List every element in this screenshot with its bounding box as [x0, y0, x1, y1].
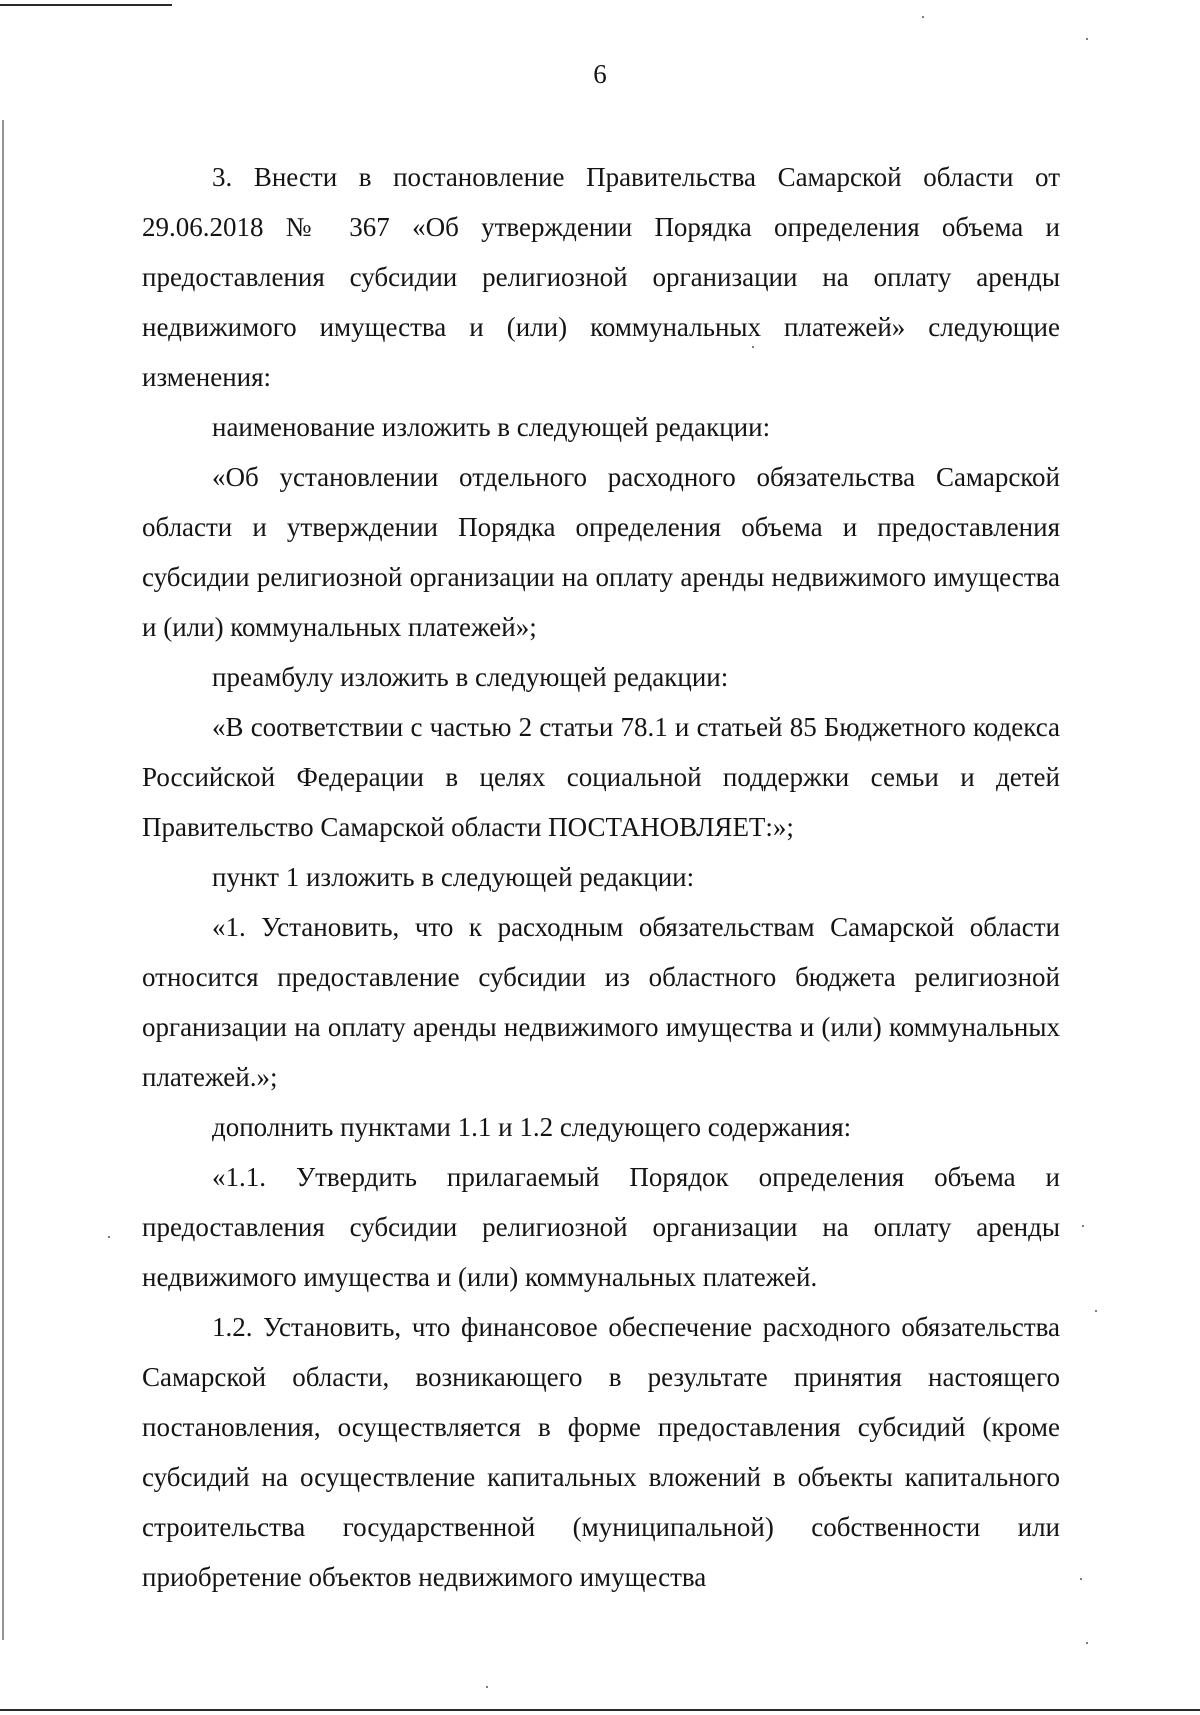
- paragraph-item1-instruction: пункт 1 изложить в следующей редакции:: [212, 862, 695, 892]
- paragraph-amendment-intro: 3. Внести в постановление Правительства Самарской области от 29.06.2018 № 367 «Об утверждении Порядка определения объема и предоставления субсидии религиозной организации на оплату аренды недвижимого имущества и (или) коммунальных платежей» следующие изменения:: [142, 162, 1060, 392]
- paragraph-supplement-instruction: дополнить пунктами 1.1 и 1.2 следующего содержания:: [212, 1112, 852, 1142]
- paragraph-item1-1: «1.1. Утвердить прилагаемый Порядок определения объема и предоставления субсидии религиозной организации на оплату аренды недвижимого имущества и (или) коммунальных платежей.: [142, 1162, 1060, 1292]
- scan-speck: [1086, 38, 1088, 40]
- paragraph-new-item1: «1. Установить, что к расходным обязательствам Самарской области относится предоставление субсидии из областного бюджета религиозной организации на оплату аренды недвижимого имущества и (или) коммунальных платежей.»;: [142, 912, 1060, 1092]
- paragraph-new-preamble: «В соответствии с частью 2 статьи 78.1 и статьей 85 Бюджетного кодекса Российской Федерации в целях социальной поддержки семьи и детей Правительство Самарской области ПОСТАНОВЛЯЕТ:»;: [142, 712, 1060, 842]
- paragraph-new-title: «Об установлении отдельного расходного обязательства Самарской области и утверждении Порядка определения объема и предоставления субсидии религиозной организации на оплату аренды недвижимого имущества и (или) коммунальных платежей»;: [142, 462, 1060, 642]
- scan-speck: [1095, 1310, 1097, 1312]
- scan-edge-left: [2, 120, 4, 1640]
- document-body: [142, 152, 1060, 1602]
- paragraph-item1-2: 1.2. Установить, что финансовое обеспечение расходного обязательства Самарской области, возникающего в результате принятия настоящего постановления, осуществляется в форме предоставления субсидий (кроме субсидий на осуществление капитальных вложений в объекты капитального строительства государственной (муниципальной) собственности или приобретение объектов недвижимого имущества: [142, 1312, 1060, 1592]
- scan-speck: [108, 1236, 110, 1238]
- scan-speck: [1086, 1642, 1088, 1644]
- page-number: 6: [593, 59, 607, 89]
- paragraph-title-instruction: наименование изложить в следующей редакции:: [212, 412, 771, 442]
- scan-edge-top: [0, 4, 172, 6]
- scan-edge-bottom: [0, 1709, 1200, 1711]
- scan-speck: [486, 1686, 488, 1688]
- scan-speck: [1080, 1578, 1082, 1580]
- scan-speck: [922, 16, 924, 18]
- paragraph-preamble-instruction: преамбулу изложить в следующей редакции:: [212, 662, 729, 692]
- scan-speck: [1082, 1225, 1084, 1227]
